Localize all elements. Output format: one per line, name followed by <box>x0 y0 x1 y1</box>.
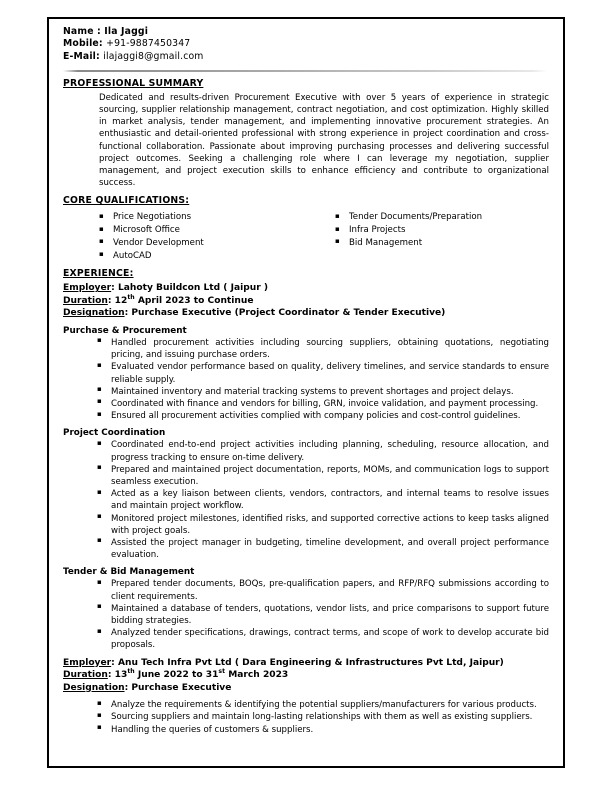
list-item: ▪ Evaluated vendor performance based on quality, delivery timelines, and service standards to ensure reliable supply. <box>95 361 549 385</box>
job-1-employer-value: : Lahoty Buildcon Ltd ( Jaipur ) <box>111 283 269 294</box>
core-qualifications-right-list <box>311 211 553 249</box>
list-item: ▪ Ensured all procurement activities complied with company policies and cost-control guidelines. <box>95 410 549 422</box>
job-1-group-2-title: Project Coordination <box>63 428 166 439</box>
list-item: ▪ Assisted the project manager in budgeting, timeline development, and overall project performance evaluation. <box>95 537 549 561</box>
list-item: ▪ Coordinated end-to-end project activities including planning, scheduling, resource allocation, and progress tracking to ensure on-time delivery. <box>95 439 549 463</box>
job-1-duration-label: Duration <box>63 295 108 306</box>
job-1-designation-label: Designation <box>63 308 125 319</box>
job-2-duration-mid: June 2022 to 31 <box>134 670 219 681</box>
core-qualifications-left-column <box>59 211 301 262</box>
list-item: ▪ Tender Documents/Preparation <box>333 211 553 224</box>
job-1-duration-ordinal: th <box>127 293 135 301</box>
core-qualifications-left-list <box>59 211 301 262</box>
contact-header <box>63 26 553 63</box>
job-1-group-1-title: Purchase & Procurement <box>63 325 187 336</box>
list-item: ▪ Microsoft Office <box>97 224 301 237</box>
list-item: ▪ Infra Projects <box>333 224 553 237</box>
mobile-value: +91-9887450347 <box>106 38 191 50</box>
mobile-label: Mobile: <box>63 38 103 50</box>
list-item: ▪ Price Negotiations <box>97 211 301 224</box>
contact-name-line <box>63 26 553 38</box>
job-1-group-2-bullets <box>59 439 549 561</box>
job-2-employer-label: Employer <box>63 657 112 668</box>
experience-heading: EXPERIENCE: <box>63 268 134 280</box>
job-2-designation-value: : Purchase Executive <box>124 682 232 693</box>
list-item: ▪ Handled procurement activities including sourcing suppliers, obtaining quotations, negotiating pricing, and issuing purchase orders. <box>95 337 549 361</box>
experience-job-2-meta <box>63 657 553 695</box>
experience-job-1-meta <box>63 282 553 320</box>
job-2-designation-label: Designation <box>63 682 125 693</box>
job-2-duration-label: Duration <box>63 670 108 681</box>
list-item: ▪ Prepared and maintained project documentation, reports, MOMs, and communication logs to support seamless execution. <box>95 464 549 488</box>
document-border-frame <box>47 17 565 768</box>
contact-email-line <box>63 51 553 63</box>
job-2-designation-line <box>63 682 553 695</box>
job-1-group-3-bullets <box>59 578 549 651</box>
list-item: ▪ Handling the queries of customers & suppliers. <box>95 724 549 736</box>
email-label: E-Mail: <box>63 50 100 62</box>
list-item: ▪ Bid Management <box>333 237 553 250</box>
job-2-employer-line <box>63 657 553 670</box>
job-2-employer-value: : Anu Tech Infra Pvt Ltd ( Dara Engineering & Infrastructures Pvt Ltd, Jaipur) <box>111 657 504 668</box>
core-qualifications-right-column <box>301 211 553 262</box>
job-1-employer-label: Employer <box>63 283 112 294</box>
job-2-duration-line <box>63 669 553 682</box>
list-item: ▪ Analyzed tender specifications, drawings, contract terms, and scope of work to develop accurate bid proposals. <box>95 627 549 651</box>
list-item: ▪ Monitored project milestones, identified risks, and supported corrective actions to keep tasks aligned with project goals. <box>95 513 549 537</box>
email-value: ilajaggi8@gmail.com <box>103 50 204 62</box>
list-item: ▪ AutoCAD <box>97 250 301 263</box>
list-item: ▪ Maintained a database of tenders, quotations, vendor lists, and price comparisons to support future bidding strategies. <box>95 603 549 627</box>
contact-mobile-line <box>63 38 553 50</box>
list-item: ▪ Sourcing suppliers and maintain long-lasting relationships with them as well as existing suppliers. <box>95 711 549 723</box>
list-item: ▪ Prepared tender documents, BOQs, pre-qualification papers, and RFP/RFQ submissions according to client requirements. <box>95 578 549 602</box>
job-1-duration-pre: : 12 <box>107 295 128 306</box>
job-1-duration-line <box>63 295 553 308</box>
job-1-employer-line <box>63 282 553 295</box>
name-label: Name : <box>63 26 101 37</box>
job-2-duration-pre: : 13 <box>107 670 128 681</box>
job-1-designation-value: : Purchase Executive (Project Coordinator & Tender Executive) <box>124 308 446 319</box>
job-2-duration-ordinal-1: th <box>127 668 135 676</box>
job-2-bullets <box>59 699 549 736</box>
list-item: ▪ Maintained inventory and material tracking systems to prevent shortages and project delays. <box>95 386 549 398</box>
job-1-group-3-title: Tender & Bid Management <box>63 567 195 578</box>
header-divider-rule <box>63 70 547 72</box>
list-item: ▪ Vendor Development <box>97 237 301 250</box>
core-qualifications-columns <box>59 211 553 262</box>
name-value: Ila Jaggi <box>104 26 149 37</box>
list-item: ▪ Analyze the requirements & identifying the potential suppliers/manufacturers for various products. <box>95 699 549 711</box>
core-qualifications-heading: CORE QUALIFICATIONS: <box>63 195 190 207</box>
list-item: ▪ Acted as a key liaison between clients, vendors, contractors, and internal teams to resolve issues and maintain project workflow. <box>95 488 549 512</box>
professional-summary-heading: PROFESSIONAL SUMMARY <box>63 77 204 89</box>
job-1-designation-line <box>63 307 553 320</box>
job-1-group-1-bullets <box>59 337 549 422</box>
job-2-duration-ordinal-2: st <box>218 668 226 676</box>
job-1-duration-post: April 2023 to Continue <box>134 295 254 306</box>
professional-summary-text: Dedicated and results-driven Procurement Executive with over 5 years of experience in strategic sourcing, supplier relationship management, contract negotiation, and cost optimization. Highly skilled in market analysis, tender management, and implementing innovative procurement strategies. An enthusiastic and detail-oriented professional with strong experience in project coordination and cross-functional collaboration. Passionate about improving purchasing processes and delivering successful project outcomes. Seeking a challenging role where I can leverage my negotiation, supplier management, and project execution skills to enhance efficiency and contribute to organizational success. <box>99 92 549 189</box>
job-2-duration-post: March 2023 <box>225 670 289 681</box>
list-item: ▪ Coordinated with finance and vendors for billing, GRN, invoice validation, and payment processing. <box>95 398 549 410</box>
